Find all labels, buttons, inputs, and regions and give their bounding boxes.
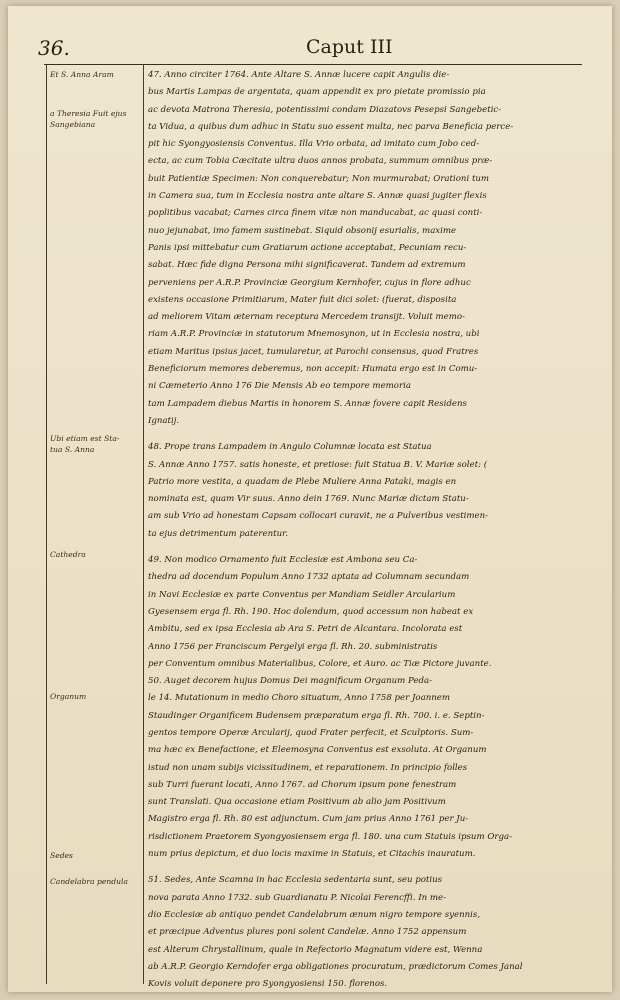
paragraph-gap	[148, 543, 594, 552]
text-line: est Alterum Chrystallinum, quale in Refectorio Magnatum videre est, Wenna	[148, 944, 483, 955]
text-line: Beneficiorum memores deberemus, non accepit: Humata ergo est in Comu-	[148, 364, 478, 375]
paragraph-50	[148, 673, 594, 863]
text-line: le 14. Mutationum in medio Choro situatum, Anno 1758 per Joannem	[148, 693, 451, 704]
main-text	[148, 67, 594, 993]
text-line: Anno 1756 per Franciscum Pergelyi erga fl. Rh. 20. subministratis	[148, 641, 438, 652]
text-line: ab A.R.P. Georgio Kerndofer erga obligationes procuratum, prædictorum Comes Janal	[148, 961, 523, 972]
text-line: 50. Auget decorem hujus Domus Dei magnificum Organum Peda-	[148, 676, 433, 687]
margin-note	[50, 108, 140, 130]
margin-note	[50, 549, 140, 560]
paragraph-48	[148, 439, 594, 543]
text-line: ta ejus detrimentum paterentur.	[148, 528, 289, 539]
margin-note	[50, 691, 140, 702]
margin-note-line: Cathedra	[50, 550, 86, 559]
text-line: perveniens per A.R.P. Provinciæ Georgium Kernhofer, cujus in flore adhuc	[148, 277, 471, 288]
page-number: 36.	[38, 36, 70, 60]
text-line: Panis ipsi mittebatur cum Gratiarum actione acceptabat, Pecuniam recu-	[148, 242, 467, 253]
text-line: in Camera sua, tum in Ecclesia nostra ante altare S. Annæ quasi jugiter flexis	[148, 191, 487, 202]
text-line: existens occasione Primitiarum, Mater fuit dici solet: (fuerat, disposita	[148, 294, 457, 305]
text-line: Staudinger Organificem Budensem præparatum erga fl. Rh. 700. i. e. Septin-	[148, 710, 485, 721]
margin-note-line: tua S. Anna	[50, 445, 95, 454]
text-line: et præcipue Adventus plures poni solent Candelæ. Anno 1752 appensum	[148, 927, 467, 938]
text-line: buit Patientiæ Specimen: Non conquerebatur; Non murmurabat; Orationi tum	[148, 173, 490, 184]
text-line: gentos tempore Operæ Arcularij, quod Frater perfecit, et Sculptoris. Sum-	[148, 727, 474, 738]
text-line: Kovis voluit deponere pro Syongyosiensi 150. florenos.	[148, 979, 388, 990]
text-line: Gyesensem erga fl. Rh. 190. Hoc dolendum, quod accessum non habeat ex	[148, 606, 474, 617]
margin-note	[50, 876, 140, 887]
margin-note-line: Organum	[50, 692, 87, 701]
margin-note	[50, 433, 140, 455]
text-line: S. Annæ Anno 1757. satis honeste, et pretiose: fuit Statua B. V. Mariæ solet: (	[148, 459, 488, 470]
paragraph-49	[148, 552, 594, 673]
paragraph-47	[148, 67, 594, 430]
text-line: risdictionem Praetorem Syongyosiensem erga fl. 180. una cum Statuis ipsum Orga-	[148, 831, 513, 842]
text-line: in Navi Ecclesiæ ex parte Conventus per Mandiam Seidler Arcularium	[148, 589, 456, 600]
text-line: nominata est, quam Vir suus. Anno dein 1769. Nunc Mariæ dictam Statu-	[148, 494, 469, 505]
text-line: ad meliorem Vitam æternam receptura Mercedem transijt. Voluit memo-	[148, 312, 465, 323]
text-line: ni Cæmeterio Anno 176 Die Mensis Ab eo tempore memoria	[148, 381, 411, 392]
text-line: riam A.R.P. Provinciæ in statutorum Mnemosynon, ut in Ecclesia nostra, ubi	[148, 329, 480, 340]
margin-note-line: Candelabra pendula	[50, 877, 128, 886]
paragraph-gap	[148, 430, 594, 439]
text-line: thedra ad docendum Populum Anno 1732 aptata ad Columnam secundam	[148, 572, 470, 583]
text-line: 48. Prope trans Lampadem in Angulo Columnæ locata est Statua	[148, 442, 432, 453]
text-line: Magistro erga fl. Rh. 80 est adjunctum. Cum jam prius Anno 1761 per Ju-	[148, 814, 469, 825]
text-line: sub Turri fuerant locati, Anno 1767. ad Chorum ipsum pone fenestram	[148, 779, 457, 790]
margin-note-line: Sangebiana	[50, 120, 96, 129]
text-line: Ignatij.	[148, 415, 180, 426]
text-line: 51. Sedes, Ante Scamna in hac Ecclesia sedentaria sunt, seu potius	[148, 875, 443, 886]
text-line: ecta, ac cum Tobia Cæcitate ultra duos annos probata, summum omnibus præ-	[148, 156, 493, 167]
text-line: poplitibus vacabat; Carnes circa finem vitæ non manducabat, ac quasi conti-	[148, 208, 483, 219]
margin-note-line: Ubi etiam est Sta-	[50, 434, 120, 443]
text-line: nuo jejunabat, imo famem sustinebat. Siquid obsonij esurialis, maxime	[148, 225, 457, 236]
column-rule	[143, 64, 144, 984]
text-line: sunt Translati. Qua occasione etiam Positivum ab alio jam Positivum	[148, 797, 446, 808]
text-line: tam Lampadem diebus Martis in honorem S. Annæ fovere capit Residens	[148, 398, 467, 409]
text-line: Ambitu, sed ex ipsa Ecclesia ab Ara S. Petri de Alcantara. Incolorata est	[148, 624, 463, 635]
text-line: nova parata Anno 1732. sub Guardianatu P. Nicolai Ferencffi. In me-	[148, 892, 446, 903]
paragraph-51	[148, 872, 594, 993]
text-line: istud non unam subijs vicissitudinem, et reparationem. In principio folles	[148, 762, 468, 773]
chapter-heading: Caput III	[306, 36, 393, 58]
text-line: am sub Vrio ad honestam Capsam collocari curavit, ne a Pulveribus vestimen-	[148, 511, 489, 522]
manuscript-page	[8, 6, 612, 992]
text-line: ma hæc ex Benefactione, et Eleemosyna Conventus est exsoluta. At Organum	[148, 745, 487, 756]
margin-note-line: Et S. Anna Aram	[50, 70, 114, 79]
text-line: Patrio more vestita, a quadam de Plebe Muliere Anna Pataki, magis en	[148, 476, 457, 487]
text-line: dio Ecclesiæ ab antiquo pendet Candelabrum ænum nigro tempore syennis,	[148, 909, 481, 920]
paragraph-gap	[148, 863, 594, 872]
text-line: 47. Anno circiter 1764. Ante Altare S. Annæ lucere capit Angulis die-	[148, 70, 450, 80]
margin-note-line: a Theresia Fuit ejus	[50, 109, 127, 118]
text-line: sabat. Hæc fide digna Persona mihi significaverat. Tandem ad extremum	[148, 260, 466, 271]
text-line: num prius depictum, et duo locis maxime in Statuis, et Citachis inauratum.	[148, 849, 476, 860]
text-line: per Conventum omnibus Materialibus, Colore, et Auro. ac Tiæ Pictore juvante.	[148, 658, 492, 669]
text-line: bus Martis Lampas de argentata, quam appendit ex pro pietate promissio pia	[148, 87, 486, 98]
header-rule	[44, 64, 582, 65]
margin-note	[50, 69, 140, 80]
margin-note-line: Sedes	[50, 851, 73, 860]
text-line: pit hic Syongyosiensis Conventus. Illa Vrio orbata, ad imitato cum Jobo ced-	[148, 139, 480, 150]
text-line: ac devota Matrona Theresia, potentissimi condam Diazatovs Pesepsi Sangebetic-	[148, 104, 502, 115]
text-line: 49. Non modico Ornamento fuit Ecclesiæ est Ambona seu Ca-	[148, 555, 418, 566]
margin-note	[50, 850, 140, 861]
left-margin-rule	[46, 64, 47, 984]
text-line: ta Vidua, a quibus dum adhuc in Statu suo essent multa, nec parva Beneficia perce-	[148, 121, 514, 132]
text-line: etiam Maritus ipsius jacet, tumularetur, at Parochi consensus, quod Fratres	[148, 346, 479, 357]
